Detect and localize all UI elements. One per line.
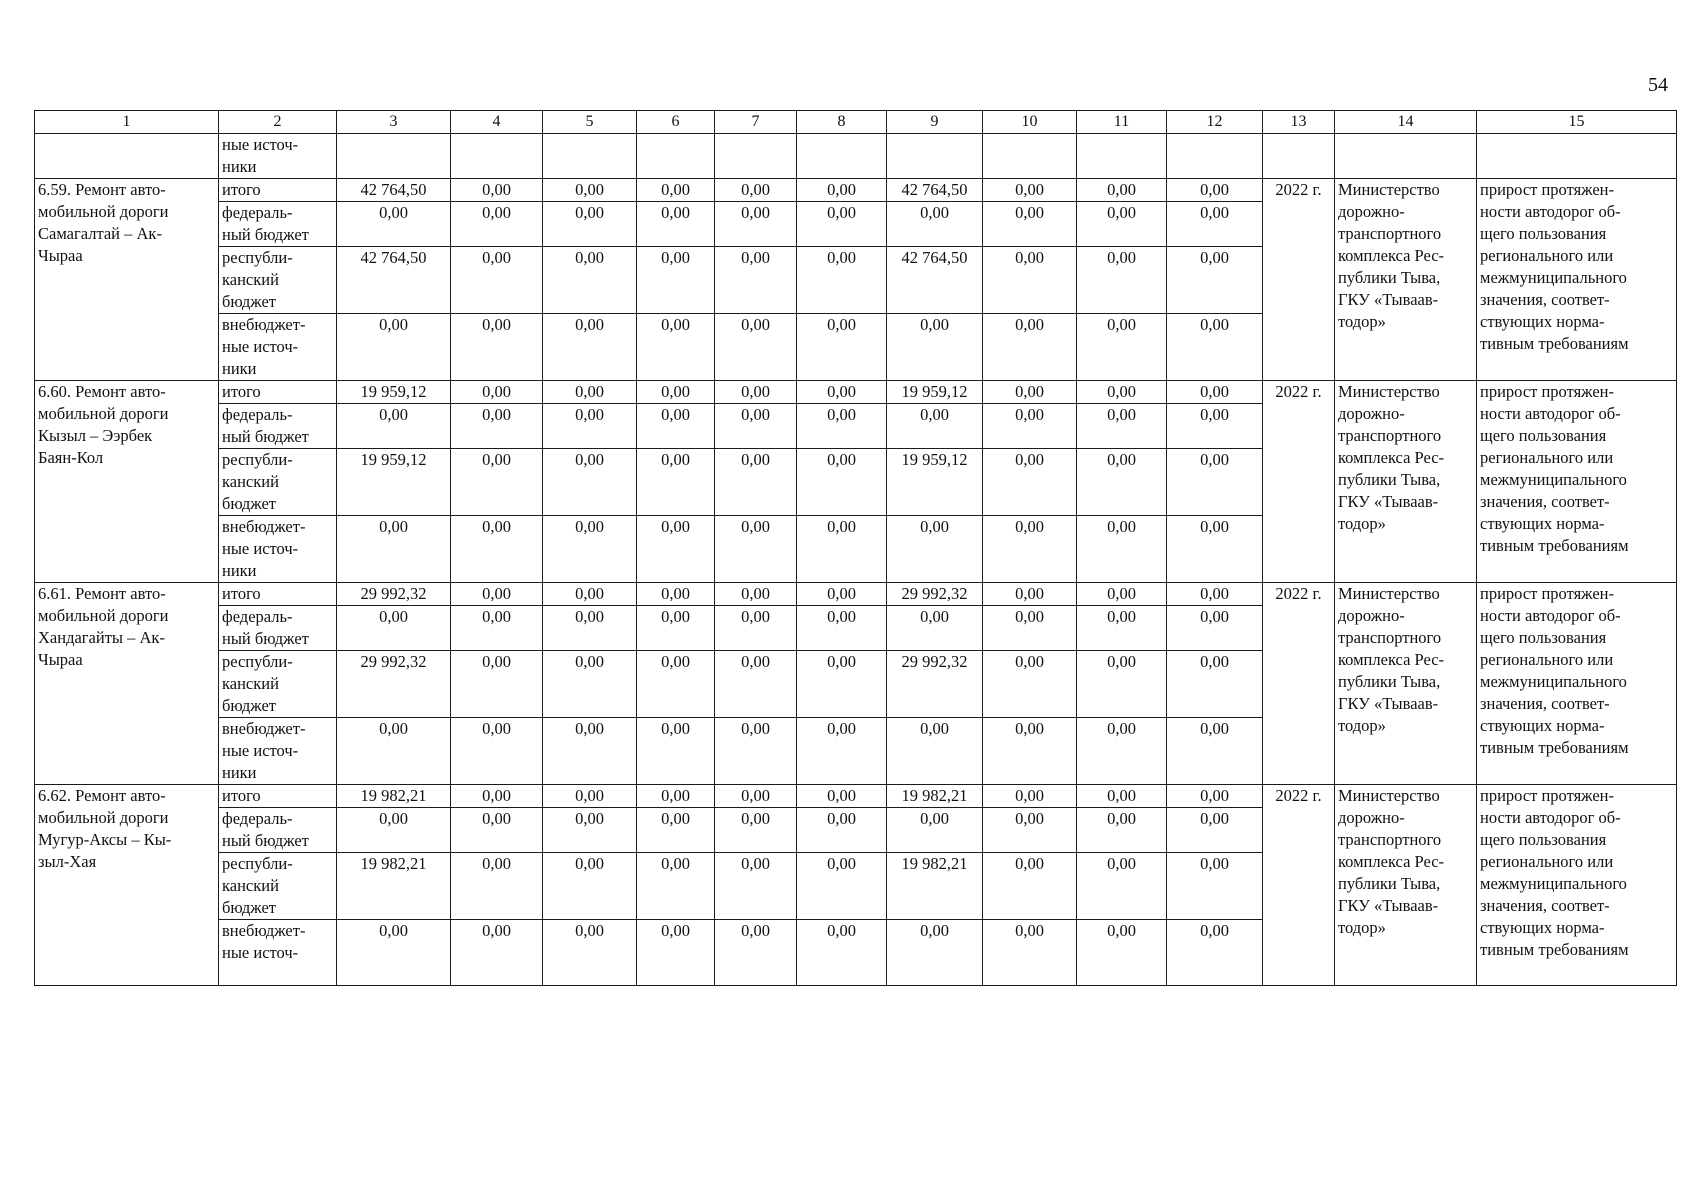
value-cell: 0,00: [451, 808, 543, 853]
column-header: 15: [1477, 111, 1677, 134]
page-number: 54: [1648, 74, 1668, 96]
value-cell: 0,00: [543, 718, 637, 785]
year-cell: [1263, 134, 1335, 179]
value-cell: [983, 134, 1077, 179]
column-header: 14: [1335, 111, 1477, 134]
value-cell: [337, 134, 451, 179]
value-cell: [797, 134, 887, 179]
funding-source-cell: внебюджет- ные источ- ники: [219, 516, 337, 583]
value-cell: 0,00: [637, 516, 715, 583]
value-cell: 0,00: [1167, 606, 1263, 651]
year-cell: 2022 г.: [1263, 583, 1335, 785]
value-cell: 29 992,32: [887, 651, 983, 718]
value-cell: 0,00: [715, 179, 797, 202]
value-cell: 0,00: [543, 404, 637, 449]
value-cell: 0,00: [637, 381, 715, 404]
continuation-row: [35, 134, 1677, 179]
funding-source-cell: федераль- ный бюджет: [219, 606, 337, 651]
value-cell: 0,00: [797, 785, 887, 808]
value-cell: 0,00: [983, 314, 1077, 381]
value-cell: 0,00: [451, 718, 543, 785]
funding-source-cell: итого: [219, 381, 337, 404]
value-cell: 0,00: [797, 314, 887, 381]
value-cell: 0,00: [543, 449, 637, 516]
value-cell: 0,00: [337, 920, 451, 986]
value-cell: 0,00: [451, 202, 543, 247]
value-cell: 0,00: [637, 651, 715, 718]
value-cell: 0,00: [1077, 381, 1167, 404]
value-cell: 0,00: [451, 606, 543, 651]
value-cell: 19 959,12: [887, 449, 983, 516]
value-cell: 0,00: [1167, 449, 1263, 516]
column-header: 5: [543, 111, 637, 134]
value-cell: 0,00: [451, 314, 543, 381]
result-cell: прирост протяжен- ности автодорог об- щего пользования регионального или межмуниципального значения, соответ- ствующих норма- тивным требованиям: [1477, 381, 1677, 583]
value-cell: 0,00: [715, 247, 797, 314]
value-cell: 0,00: [887, 404, 983, 449]
value-cell: 0,00: [337, 202, 451, 247]
value-cell: 0,00: [543, 381, 637, 404]
responsible-cell: [1335, 134, 1477, 179]
funding-source-cell: федераль- ный бюджет: [219, 202, 337, 247]
value-cell: 0,00: [543, 785, 637, 808]
value-cell: 0,00: [637, 247, 715, 314]
value-cell: 0,00: [1077, 785, 1167, 808]
funding-source-cell: внебюджет- ные источ-: [219, 920, 337, 986]
value-cell: 0,00: [797, 853, 887, 920]
funding-source-cell: итого: [219, 785, 337, 808]
funding-source-cell: республи- канский бюджет: [219, 449, 337, 516]
value-cell: [543, 134, 637, 179]
value-cell: 0,00: [983, 179, 1077, 202]
value-cell: 0,00: [715, 314, 797, 381]
value-cell: 0,00: [543, 808, 637, 853]
value-cell: 0,00: [1077, 651, 1167, 718]
table-row: [35, 785, 1677, 808]
responsible-cell: Министерство дорожно- транспортного комплекса Рес- публики Тыва, ГКУ «Тываав- тодор»: [1335, 381, 1477, 583]
value-cell: 19 982,21: [337, 785, 451, 808]
value-cell: 0,00: [451, 516, 543, 583]
value-cell: 0,00: [1077, 516, 1167, 583]
column-header: 13: [1263, 111, 1335, 134]
value-cell: 0,00: [451, 920, 543, 986]
value-cell: 0,00: [451, 651, 543, 718]
value-cell: 0,00: [637, 404, 715, 449]
value-cell: 0,00: [983, 404, 1077, 449]
value-cell: 0,00: [337, 516, 451, 583]
value-cell: 0,00: [983, 651, 1077, 718]
year-cell: 2022 г.: [1263, 179, 1335, 381]
value-cell: 42 764,50: [887, 247, 983, 314]
value-cell: 0,00: [887, 606, 983, 651]
value-cell: 0,00: [1077, 179, 1167, 202]
value-cell: 0,00: [983, 202, 1077, 247]
value-cell: 0,00: [715, 785, 797, 808]
measure-cell: 6.60. Ремонт авто- мобильной дороги Кызыл – Ээрбек Баян-Кол: [35, 381, 219, 583]
funding-source-cell: республи- канский бюджет: [219, 651, 337, 718]
value-cell: 19 959,12: [337, 449, 451, 516]
value-cell: 0,00: [715, 449, 797, 516]
value-cell: 0,00: [451, 785, 543, 808]
value-cell: 0,00: [1167, 808, 1263, 853]
column-header: 1: [35, 111, 219, 134]
value-cell: 0,00: [1077, 853, 1167, 920]
value-cell: 0,00: [1077, 583, 1167, 606]
value-cell: 0,00: [337, 314, 451, 381]
value-cell: 0,00: [887, 920, 983, 986]
value-cell: 0,00: [637, 853, 715, 920]
value-cell: 0,00: [637, 449, 715, 516]
value-cell: 19 982,21: [887, 853, 983, 920]
result-cell: прирост протяжен- ности автодорог об- щего пользования регионального или межмуниципального значения, соответ- ствующих норма- тивным требованиям: [1477, 583, 1677, 785]
value-cell: 0,00: [637, 920, 715, 986]
measure-cell: 6.61. Ремонт авто- мобильной дороги Хандагайты – Ак- Чыраа: [35, 583, 219, 785]
value-cell: 29 992,32: [887, 583, 983, 606]
value-cell: 0,00: [715, 853, 797, 920]
value-cell: 0,00: [983, 920, 1077, 986]
funding-source-cell: республи- канский бюджет: [219, 247, 337, 314]
funding-source-cell: федераль- ный бюджет: [219, 404, 337, 449]
measure-cell: [35, 134, 219, 179]
value-cell: 0,00: [887, 202, 983, 247]
result-cell: прирост протяжен- ности автодорог об- щего пользования регионального или межмуниципального значения, соответ- ствующих норма- тивным требованиям: [1477, 785, 1677, 986]
value-cell: 0,00: [983, 516, 1077, 583]
value-cell: 0,00: [1077, 808, 1167, 853]
value-cell: 0,00: [797, 651, 887, 718]
value-cell: 0,00: [543, 202, 637, 247]
value-cell: 0,00: [1077, 202, 1167, 247]
column-header: 3: [337, 111, 451, 134]
value-cell: 0,00: [637, 314, 715, 381]
value-cell: 0,00: [451, 583, 543, 606]
value-cell: 0,00: [1167, 179, 1263, 202]
value-cell: 0,00: [337, 404, 451, 449]
value-cell: 0,00: [715, 718, 797, 785]
value-cell: [1077, 134, 1167, 179]
value-cell: 0,00: [797, 202, 887, 247]
value-cell: 42 764,50: [337, 179, 451, 202]
table-row: [35, 179, 1677, 202]
column-header: 8: [797, 111, 887, 134]
value-cell: 0,00: [637, 179, 715, 202]
value-cell: 0,00: [637, 718, 715, 785]
value-cell: [887, 134, 983, 179]
budget-table: [34, 110, 1677, 986]
value-cell: 0,00: [797, 404, 887, 449]
value-cell: 0,00: [1077, 404, 1167, 449]
value-cell: 0,00: [797, 179, 887, 202]
column-number-row: [35, 111, 1677, 134]
measure-cell: 6.59. Ремонт авто- мобильной дороги Самагалтай – Ак- Чыраа: [35, 179, 219, 381]
value-cell: 0,00: [715, 202, 797, 247]
value-cell: 0,00: [543, 583, 637, 606]
value-cell: 0,00: [983, 853, 1077, 920]
value-cell: 0,00: [797, 718, 887, 785]
value-cell: 0,00: [1167, 247, 1263, 314]
funding-source-cell: итого: [219, 179, 337, 202]
value-cell: 0,00: [797, 920, 887, 986]
value-cell: 0,00: [543, 920, 637, 986]
value-cell: 0,00: [715, 381, 797, 404]
value-cell: 0,00: [887, 718, 983, 785]
value-cell: 0,00: [1077, 247, 1167, 314]
value-cell: 0,00: [1077, 718, 1167, 785]
value-cell: 0,00: [797, 516, 887, 583]
table-row: [35, 381, 1677, 404]
column-header: 10: [983, 111, 1077, 134]
value-cell: 0,00: [983, 449, 1077, 516]
value-cell: 0,00: [543, 247, 637, 314]
value-cell: 0,00: [1167, 202, 1263, 247]
value-cell: 0,00: [637, 583, 715, 606]
value-cell: 0,00: [1167, 314, 1263, 381]
value-cell: 0,00: [797, 808, 887, 853]
value-cell: 42 764,50: [887, 179, 983, 202]
value-cell: 0,00: [451, 381, 543, 404]
funding-source-cell: ные источ- ники: [219, 134, 337, 179]
funding-source-cell: внебюджет- ные источ- ники: [219, 314, 337, 381]
value-cell: 19 959,12: [337, 381, 451, 404]
value-cell: 0,00: [715, 651, 797, 718]
value-cell: 0,00: [1167, 920, 1263, 986]
value-cell: 0,00: [797, 381, 887, 404]
value-cell: [451, 134, 543, 179]
responsible-cell: Министерство дорожно- транспортного комплекса Рес- публики Тыва, ГКУ «Тываав- тодор»: [1335, 583, 1477, 785]
value-cell: 0,00: [337, 808, 451, 853]
value-cell: 0,00: [543, 516, 637, 583]
value-cell: 0,00: [797, 449, 887, 516]
value-cell: 0,00: [983, 785, 1077, 808]
value-cell: 0,00: [715, 583, 797, 606]
value-cell: [1167, 134, 1263, 179]
value-cell: 0,00: [983, 606, 1077, 651]
value-cell: 0,00: [337, 606, 451, 651]
value-cell: 0,00: [983, 718, 1077, 785]
value-cell: 0,00: [1077, 920, 1167, 986]
column-header: 7: [715, 111, 797, 134]
value-cell: 0,00: [983, 247, 1077, 314]
funding-source-cell: республи- канский бюджет: [219, 853, 337, 920]
value-cell: 42 764,50: [337, 247, 451, 314]
responsible-cell: Министерство дорожно- транспортного комплекса Рес- публики Тыва, ГКУ «Тываав- тодор»: [1335, 179, 1477, 381]
column-header: 2: [219, 111, 337, 134]
value-cell: 0,00: [1167, 718, 1263, 785]
value-cell: 0,00: [983, 583, 1077, 606]
value-cell: 0,00: [451, 449, 543, 516]
column-header: 11: [1077, 111, 1167, 134]
table-row: [35, 583, 1677, 606]
value-cell: 0,00: [1077, 606, 1167, 651]
value-cell: 19 959,12: [887, 381, 983, 404]
column-header: 12: [1167, 111, 1263, 134]
year-cell: 2022 г.: [1263, 785, 1335, 986]
value-cell: 0,00: [715, 808, 797, 853]
value-cell: 0,00: [797, 247, 887, 314]
value-cell: 0,00: [451, 404, 543, 449]
result-cell: прирост протяжен- ности автодорог об- щего пользования регионального или межмуниципального значения, соответ- ствующих норма- тивным требованиям: [1477, 179, 1677, 381]
responsible-cell: Министерство дорожно- транспортного комплекса Рес- публики Тыва, ГКУ «Тываав- тодор»: [1335, 785, 1477, 986]
value-cell: 0,00: [543, 651, 637, 718]
value-cell: 0,00: [451, 179, 543, 202]
value-cell: 0,00: [797, 606, 887, 651]
funding-source-cell: итого: [219, 583, 337, 606]
value-cell: 0,00: [797, 583, 887, 606]
value-cell: 0,00: [1167, 583, 1263, 606]
value-cell: 0,00: [1077, 449, 1167, 516]
value-cell: 0,00: [451, 853, 543, 920]
value-cell: 0,00: [715, 606, 797, 651]
value-cell: 0,00: [1167, 516, 1263, 583]
value-cell: 0,00: [887, 808, 983, 853]
value-cell: 19 982,21: [887, 785, 983, 808]
value-cell: 0,00: [543, 853, 637, 920]
funding-source-cell: федераль- ный бюджет: [219, 808, 337, 853]
year-cell: 2022 г.: [1263, 381, 1335, 583]
result-cell: [1477, 134, 1677, 179]
value-cell: 0,00: [637, 202, 715, 247]
value-cell: 0,00: [887, 314, 983, 381]
value-cell: 0,00: [337, 718, 451, 785]
value-cell: 0,00: [983, 381, 1077, 404]
value-cell: 0,00: [637, 606, 715, 651]
column-header: 4: [451, 111, 543, 134]
value-cell: 0,00: [1167, 404, 1263, 449]
value-cell: 0,00: [715, 404, 797, 449]
value-cell: 0,00: [1077, 314, 1167, 381]
value-cell: [715, 134, 797, 179]
value-cell: 0,00: [1167, 651, 1263, 718]
column-header: 9: [887, 111, 983, 134]
value-cell: 0,00: [715, 516, 797, 583]
value-cell: 0,00: [1167, 785, 1263, 808]
funding-source-cell: внебюджет- ные источ- ники: [219, 718, 337, 785]
value-cell: 19 982,21: [337, 853, 451, 920]
value-cell: 0,00: [543, 179, 637, 202]
value-cell: 0,00: [715, 920, 797, 986]
value-cell: 0,00: [983, 808, 1077, 853]
value-cell: 0,00: [637, 785, 715, 808]
value-cell: 0,00: [887, 516, 983, 583]
value-cell: 0,00: [543, 606, 637, 651]
value-cell: 29 992,32: [337, 651, 451, 718]
value-cell: 0,00: [543, 314, 637, 381]
measure-cell: 6.62. Ремонт авто- мобильной дороги Мугур-Аксы – Кы- зыл-Хая: [35, 785, 219, 986]
value-cell: 29 992,32: [337, 583, 451, 606]
value-cell: 0,00: [637, 808, 715, 853]
column-header: 6: [637, 111, 715, 134]
value-cell: 0,00: [1167, 853, 1263, 920]
value-cell: 0,00: [1167, 381, 1263, 404]
value-cell: [637, 134, 715, 179]
value-cell: 0,00: [451, 247, 543, 314]
